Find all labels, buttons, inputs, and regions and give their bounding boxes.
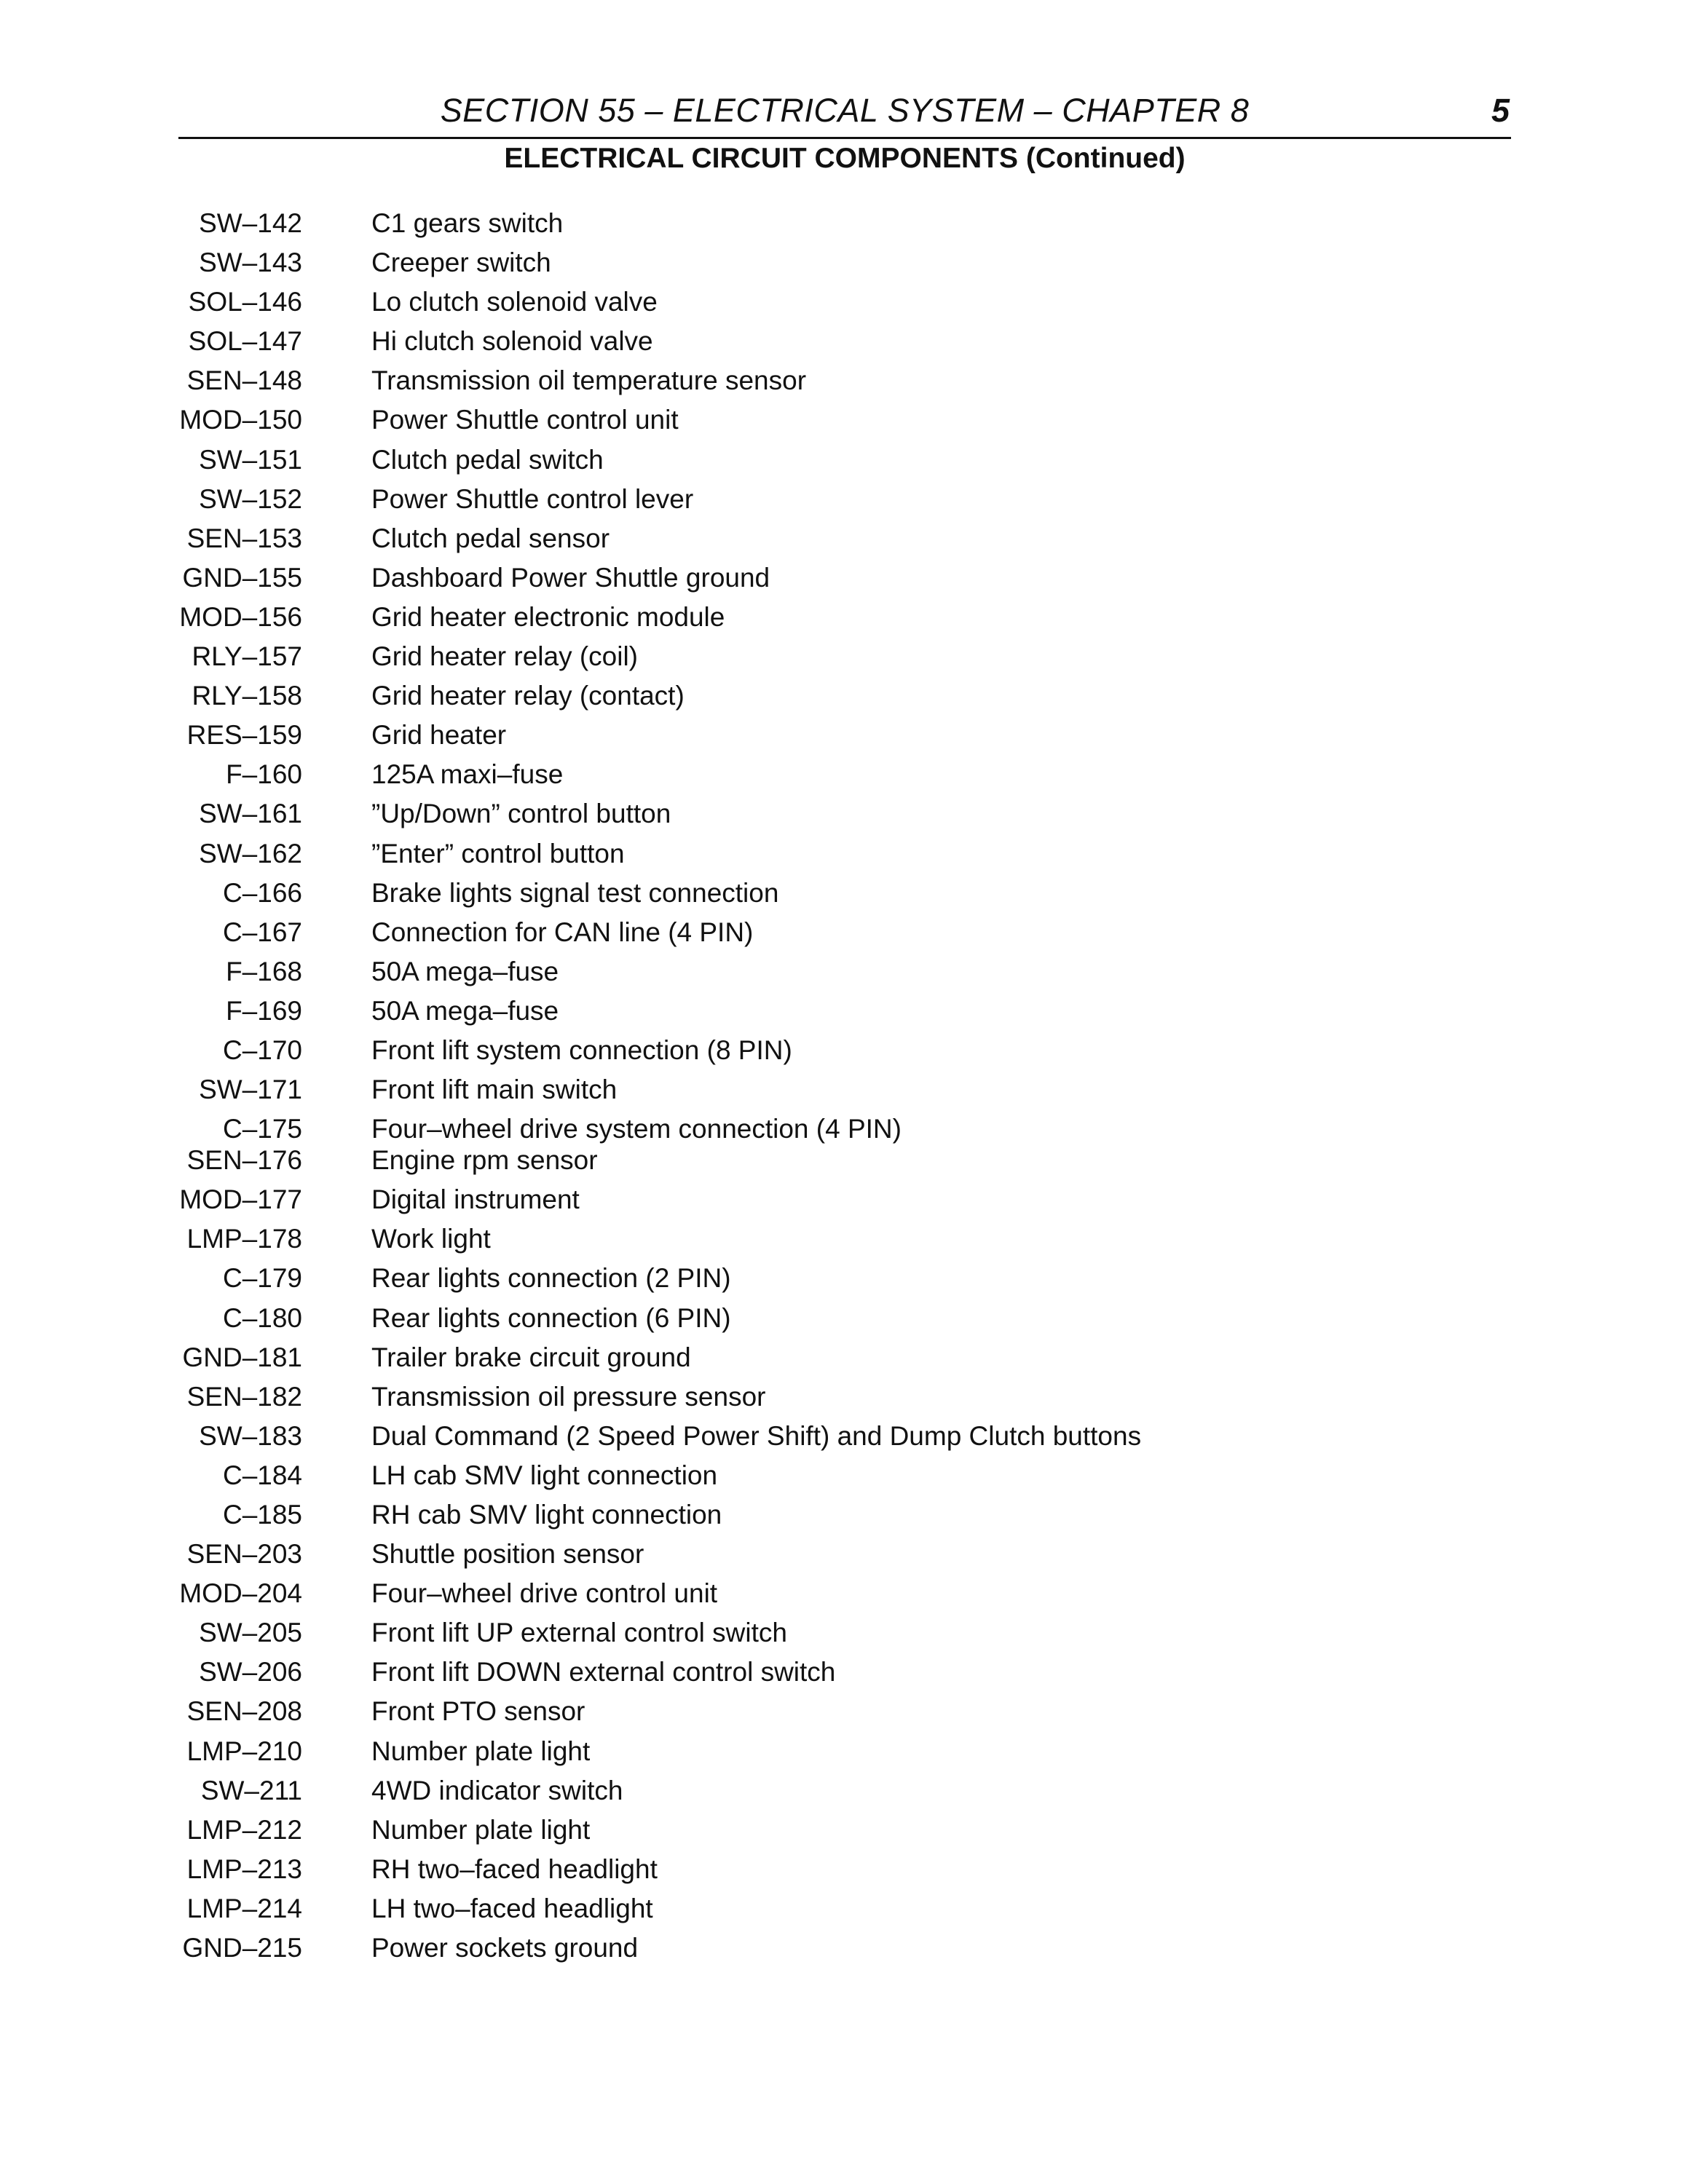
section-title: SECTION 55 – ELECTRICAL SYSTEM – CHAPTER 8 xyxy=(440,92,1250,129)
component-description: RH cab SMV light connection xyxy=(371,1500,722,1530)
component-code: LMP–212 xyxy=(186,1814,302,1845)
list-item xyxy=(0,1341,1688,1380)
component-code: SEN–176 xyxy=(186,1145,302,1176)
component-description: Power Shuttle control lever xyxy=(371,483,694,514)
component-description: LH cab SMV light connection xyxy=(371,1460,718,1490)
list-item xyxy=(0,443,1688,483)
component-code: SW–151 xyxy=(199,444,302,475)
list-item xyxy=(0,1073,1688,1112)
component-description: Front lift system connection (8 PIN) xyxy=(371,1034,792,1065)
component-code: SEN–203 xyxy=(186,1539,302,1570)
list-item xyxy=(0,1853,1688,1892)
component-code: SW–205 xyxy=(199,1618,302,1648)
component-description: Front PTO sensor xyxy=(371,1696,585,1727)
list-item xyxy=(0,1616,1688,1655)
list-item xyxy=(0,601,1688,640)
component-code: F–169 xyxy=(226,995,302,1026)
list-item xyxy=(0,1112,1688,1144)
component-code: C–167 xyxy=(222,917,302,947)
component-description: Four–wheel drive system connection (4 PIN) xyxy=(371,1114,902,1144)
list-item xyxy=(0,1144,1688,1183)
component-code: LMP–178 xyxy=(186,1224,302,1254)
component-description: ”Enter” control button xyxy=(371,838,625,869)
component-description: 50A mega–fuse xyxy=(371,995,559,1026)
component-description: Rear lights connection (6 PIN) xyxy=(371,1302,731,1333)
component-description: 50A mega–fuse xyxy=(371,956,559,986)
component-code: C–180 xyxy=(222,1302,302,1333)
document-heading: ELECTRICAL CIRCUIT COMPONENTS (Continued) xyxy=(504,143,1186,174)
component-description: Rear lights connection (2 PIN) xyxy=(371,1263,731,1294)
component-code: LMP–210 xyxy=(186,1736,302,1766)
component-description: Brake lights signal test connection xyxy=(371,877,779,908)
list-item xyxy=(0,877,1688,916)
component-description: Clutch pedal switch xyxy=(371,444,604,475)
component-description: Hi clutch solenoid valve xyxy=(371,326,653,357)
component-description: Engine rpm sensor xyxy=(371,1145,598,1176)
list-item xyxy=(0,522,1688,561)
component-description: Dual Command (2 Speed Power Shift) and Dump Clutch buttons xyxy=(371,1420,1142,1451)
component-code: C–170 xyxy=(222,1034,302,1065)
component-description: Connection for CAN line (4 PIN) xyxy=(371,917,754,947)
list-item xyxy=(0,246,1688,285)
list-item xyxy=(0,1774,1688,1813)
component-description: Four–wheel drive control unit xyxy=(371,1578,718,1609)
list-item xyxy=(0,758,1688,797)
component-code: MOD–150 xyxy=(179,405,302,435)
component-code: SW–171 xyxy=(199,1075,302,1105)
list-item xyxy=(0,797,1688,836)
component-description: Power sockets ground xyxy=(371,1933,639,1963)
component-code: SW–183 xyxy=(199,1420,302,1451)
list-item xyxy=(0,325,1688,364)
component-code: C–175 xyxy=(222,1114,302,1144)
component-description: Number plate light xyxy=(371,1814,591,1845)
component-description: Grid heater relay (coil) xyxy=(371,641,639,672)
component-description: Clutch pedal sensor xyxy=(371,523,610,553)
list-item xyxy=(0,679,1688,719)
list-item xyxy=(0,955,1688,994)
component-description: ”Up/Down” control button xyxy=(371,799,671,829)
list-item xyxy=(0,1183,1688,1222)
list-item xyxy=(0,403,1688,443)
component-description: C1 gears switch xyxy=(371,208,564,238)
component-description: Lo clutch solenoid valve xyxy=(371,287,658,317)
component-code: F–160 xyxy=(226,759,302,790)
list-item xyxy=(0,1735,1688,1774)
component-code: SEN–153 xyxy=(186,523,302,553)
list-item xyxy=(0,1538,1688,1577)
component-description: Transmission oil pressure sensor xyxy=(371,1381,766,1412)
list-item xyxy=(0,1380,1688,1420)
component-code: SOL–147 xyxy=(188,326,302,357)
component-code: SW–161 xyxy=(199,799,302,829)
component-code: SW–142 xyxy=(199,208,302,238)
list-item xyxy=(0,1655,1688,1695)
list-item xyxy=(0,1931,1688,1971)
component-code: C–184 xyxy=(222,1460,302,1490)
list-item xyxy=(0,285,1688,325)
component-description: RH two–faced headlight xyxy=(371,1853,658,1884)
list-item xyxy=(0,916,1688,955)
list-item xyxy=(0,1222,1688,1262)
list-item xyxy=(0,364,1688,403)
list-item xyxy=(0,1892,1688,1931)
component-code: RLY–158 xyxy=(192,681,302,711)
list-item xyxy=(0,483,1688,522)
list-item xyxy=(0,719,1688,758)
list-item xyxy=(0,1498,1688,1538)
component-code: GND–181 xyxy=(182,1342,302,1372)
component-code: RLY–157 xyxy=(192,641,302,672)
component-code: SW–152 xyxy=(199,483,302,514)
component-description: Shuttle position sensor xyxy=(371,1539,644,1570)
component-code: GND–215 xyxy=(182,1933,302,1963)
list-item xyxy=(0,1302,1688,1341)
list-item xyxy=(0,1420,1688,1459)
component-code: SW–143 xyxy=(199,248,302,278)
component-list xyxy=(0,207,1688,1971)
component-code: SEN–182 xyxy=(186,1381,302,1412)
component-description: Trailer brake circuit ground xyxy=(371,1342,691,1372)
component-description: Front lift DOWN external control switch xyxy=(371,1657,836,1688)
component-description: 125A maxi–fuse xyxy=(371,759,564,790)
component-code: C–179 xyxy=(222,1263,302,1294)
component-description: Dashboard Power Shuttle ground xyxy=(371,562,770,593)
list-item xyxy=(0,1034,1688,1073)
list-item xyxy=(0,1813,1688,1853)
component-code: SW–162 xyxy=(199,838,302,869)
component-description: Grid heater xyxy=(371,720,507,751)
list-item xyxy=(0,837,1688,877)
component-code: LMP–214 xyxy=(186,1893,302,1923)
component-description: Creeper switch xyxy=(371,248,551,278)
component-code: RES–159 xyxy=(186,720,302,751)
component-code: SEN–208 xyxy=(186,1696,302,1727)
component-code: C–185 xyxy=(222,1500,302,1530)
list-item xyxy=(0,994,1688,1034)
page-number: 5 xyxy=(1491,92,1510,129)
component-code: SW–211 xyxy=(200,1775,302,1805)
component-description: Power Shuttle control unit xyxy=(371,405,679,435)
component-code: SW–206 xyxy=(199,1657,302,1688)
list-item xyxy=(0,1695,1688,1734)
component-code: MOD–156 xyxy=(179,601,302,632)
component-description: Work light xyxy=(371,1224,491,1254)
component-code: GND–155 xyxy=(182,562,302,593)
component-description: Number plate light xyxy=(371,1736,591,1766)
page-header xyxy=(178,87,1511,143)
component-description: Transmission oil temperature sensor xyxy=(371,365,807,396)
component-code: C–166 xyxy=(222,877,302,908)
list-item xyxy=(0,1459,1688,1498)
component-description: Front lift main switch xyxy=(371,1075,618,1105)
component-code: SEN–148 xyxy=(186,365,302,396)
component-code: F–168 xyxy=(226,956,302,986)
list-item xyxy=(0,561,1688,601)
header-rule xyxy=(178,137,1511,139)
list-item xyxy=(0,640,1688,679)
component-description: Grid heater electronic module xyxy=(371,601,725,632)
component-code: SOL–146 xyxy=(188,287,302,317)
list-item xyxy=(0,1577,1688,1616)
component-code: LMP–213 xyxy=(186,1853,302,1884)
component-code: MOD–204 xyxy=(179,1578,302,1609)
component-description: Grid heater relay (contact) xyxy=(371,681,685,711)
component-description: Front lift UP external control switch xyxy=(371,1618,787,1648)
component-description: Digital instrument xyxy=(371,1184,580,1215)
component-description: LH two–faced headlight xyxy=(371,1893,653,1923)
list-item xyxy=(0,207,1688,246)
component-description: 4WD indicator switch xyxy=(371,1775,623,1805)
component-code: MOD–177 xyxy=(179,1184,302,1215)
list-item xyxy=(0,1262,1688,1301)
